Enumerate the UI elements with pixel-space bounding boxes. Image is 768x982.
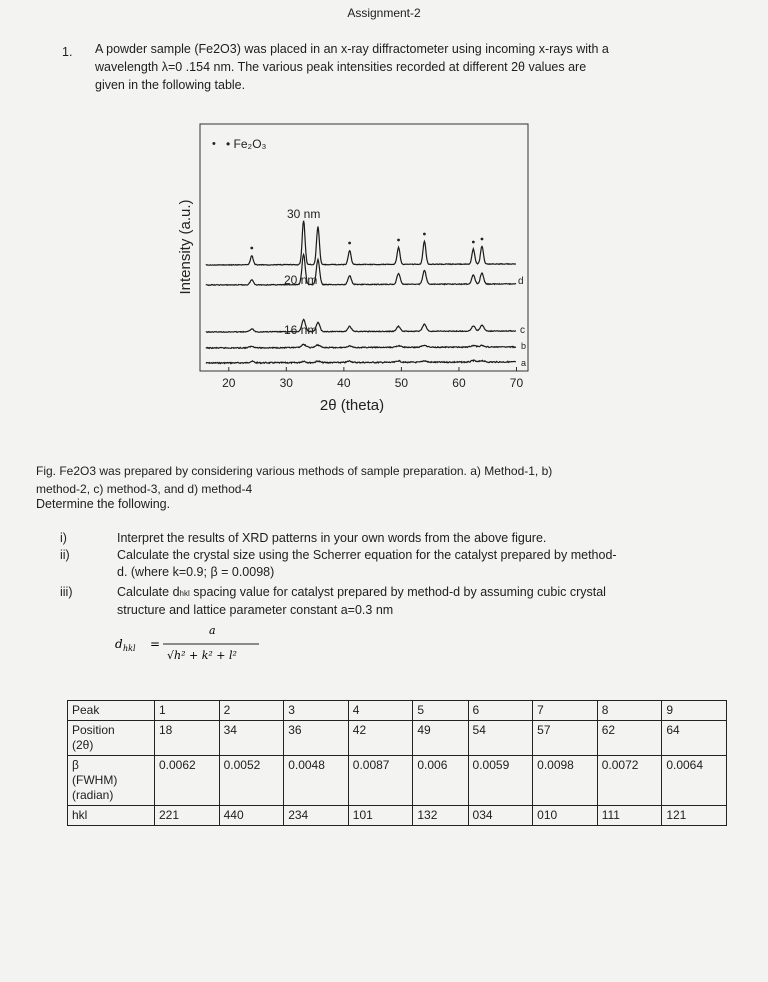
task-item: [60, 584, 740, 619]
table-cell: 111: [597, 806, 662, 826]
table-cell: 1: [155, 701, 220, 721]
figure-caption: [36, 462, 736, 498]
trace-label-b: b: [521, 341, 527, 351]
table-cell: 132: [413, 806, 468, 826]
table-cell: 0.0087: [348, 756, 413, 806]
row-header: [68, 756, 155, 806]
task-line: Interpret the results of XRD patterns in your own words from the above figure.: [117, 531, 547, 545]
formula-equals: =: [150, 637, 161, 651]
table-cell: 6: [468, 701, 533, 721]
task-number: ii): [60, 548, 70, 562]
table-cell: 9: [662, 701, 727, 721]
size-label-e: 30 nm: [287, 207, 321, 221]
table-cell: 0.0052: [219, 756, 284, 806]
question-text: [95, 40, 720, 94]
xrd-trace-c: [206, 319, 516, 332]
task-subscript: hkl: [179, 589, 190, 598]
table-cell: 54: [468, 721, 533, 756]
xrd-trace-d: [206, 255, 516, 286]
peak-marker-dot: [481, 238, 484, 241]
trace-label-d: d: [518, 276, 524, 287]
row-header-text: Peak: [72, 703, 100, 717]
row-header: [68, 721, 155, 756]
task-item: [60, 547, 740, 581]
row-header-text: β: [72, 758, 79, 772]
table-cell: 36: [284, 721, 349, 756]
legend-label: • Fe₂O₃: [226, 137, 267, 151]
task-line: Calculate the crystal size using the Scherrer equation for the catalyst prepared by method-: [117, 548, 617, 562]
table-cell: 034: [468, 806, 533, 826]
y-axis-label: Intensity (a.u.): [177, 199, 194, 295]
size-label-c: 16 nm: [284, 323, 318, 337]
table-cell: 34: [219, 721, 284, 756]
table-cell: 0.0064: [662, 756, 727, 806]
table-row: [68, 806, 727, 826]
trace-label-c: c: [520, 325, 525, 336]
table-cell: 0.0059: [468, 756, 533, 806]
table-cell: 221: [155, 806, 220, 826]
legend-marker: •: [212, 138, 216, 150]
table-cell: 18: [155, 721, 220, 756]
row-header-text: (2θ): [72, 738, 94, 752]
peak-data-table: [67, 700, 727, 826]
row-header: [68, 806, 155, 826]
caption-line: method-2, c) method-3, and d) method-4: [36, 482, 253, 496]
table-cell: 0.0072: [597, 756, 662, 806]
task-number: i): [60, 531, 67, 545]
x-tick-label: 60: [452, 376, 466, 390]
table-cell: 5: [413, 701, 468, 721]
xrd-trace-a: [206, 360, 516, 364]
formula-denominator: √h² + k² + l²: [167, 649, 237, 662]
formula-numerator: a: [209, 624, 216, 637]
question-line: given in the following table.: [95, 78, 246, 92]
x-tick-label: 50: [394, 376, 409, 390]
table-cell: 49: [413, 721, 468, 756]
table-cell: 4: [348, 701, 413, 721]
task-line: structure and lattice parameter constant a=0.3 nm: [117, 603, 394, 617]
size-label-d: 20 nm: [284, 273, 318, 287]
row-header-text: (radian): [72, 788, 114, 802]
row-header: [68, 701, 155, 721]
table-cell: 64: [662, 721, 727, 756]
task-text: Calculate d: [117, 585, 180, 599]
formula-lhs: d: [115, 637, 123, 651]
question-line: wavelength λ=0 .154 nm. The various peak intensities recorded at different 2θ values are: [95, 60, 587, 74]
peak-marker-dot: [250, 247, 253, 250]
d-spacing-formula: [113, 622, 313, 664]
table-cell: 8: [597, 701, 662, 721]
x-tick-label: 40: [337, 376, 351, 390]
question-line: A powder sample (Fe2O3) was placed in an x-ray diffractometer using incoming x-rays with a: [95, 42, 609, 56]
plot-frame: [200, 124, 528, 371]
peak-marker-dot: [348, 242, 351, 245]
peak-markers: [250, 233, 483, 250]
table-row: [68, 721, 727, 756]
table-cell: 2: [219, 701, 284, 721]
table-cell: 3: [284, 701, 349, 721]
table-cell: 0.006: [413, 756, 468, 806]
table-row: [68, 756, 727, 806]
table-cell: 7: [533, 701, 598, 721]
table-cell: 0.0048: [284, 756, 349, 806]
assignment-title: Assignment-2: [347, 6, 421, 20]
table-cell: 234: [284, 806, 349, 826]
trace-label-a: a: [521, 358, 527, 368]
xrd-chart: [170, 120, 560, 420]
table-cell: 62: [597, 721, 662, 756]
determine-heading: Determine the following.: [36, 497, 171, 511]
row-header-text: Position: [72, 723, 115, 737]
task-item: [60, 530, 740, 547]
x-tick-label: 20: [222, 376, 236, 390]
x-tick-label: 30: [279, 376, 293, 390]
caption-line: Fig. Fe2O3 was prepared by considering various methods of sample preparation. a) Method-1, b): [36, 464, 553, 478]
table-cell: 010: [533, 806, 598, 826]
table-cell: 121: [662, 806, 727, 826]
xrd-traces: [206, 221, 516, 364]
table-cell: 440: [219, 806, 284, 826]
table-cell: 42: [348, 721, 413, 756]
xrd-trace-e: [206, 221, 516, 266]
x-axis-ticks: [222, 367, 523, 390]
x-tick-label: 70: [509, 376, 524, 390]
x-axis-label: 2θ (theta): [319, 397, 385, 414]
question-number: 1.: [62, 45, 73, 59]
task-list: [60, 530, 740, 619]
table-cell: 101: [348, 806, 413, 826]
xrd-trace-b: [206, 344, 516, 348]
table-row: [68, 701, 727, 721]
table-cell: 57: [533, 721, 598, 756]
task-line: [117, 584, 740, 602]
task-number: iii): [60, 585, 73, 599]
task-line: d. (where k=0.9; β = 0.0098): [117, 565, 275, 579]
table-cell: 0.0098: [533, 756, 598, 806]
task-text: spacing value for catalyst prepared by method-d by assuming cubic crystal: [189, 585, 606, 599]
peak-marker-dot: [472, 241, 475, 244]
formula-lhs-sub: hkl: [123, 644, 136, 653]
row-header-text: hkl: [72, 808, 88, 822]
table-cell: 0.0062: [155, 756, 220, 806]
peak-marker-dot: [423, 233, 426, 236]
peak-marker-dot: [397, 239, 400, 242]
row-header-text: (FWHM): [72, 773, 118, 787]
